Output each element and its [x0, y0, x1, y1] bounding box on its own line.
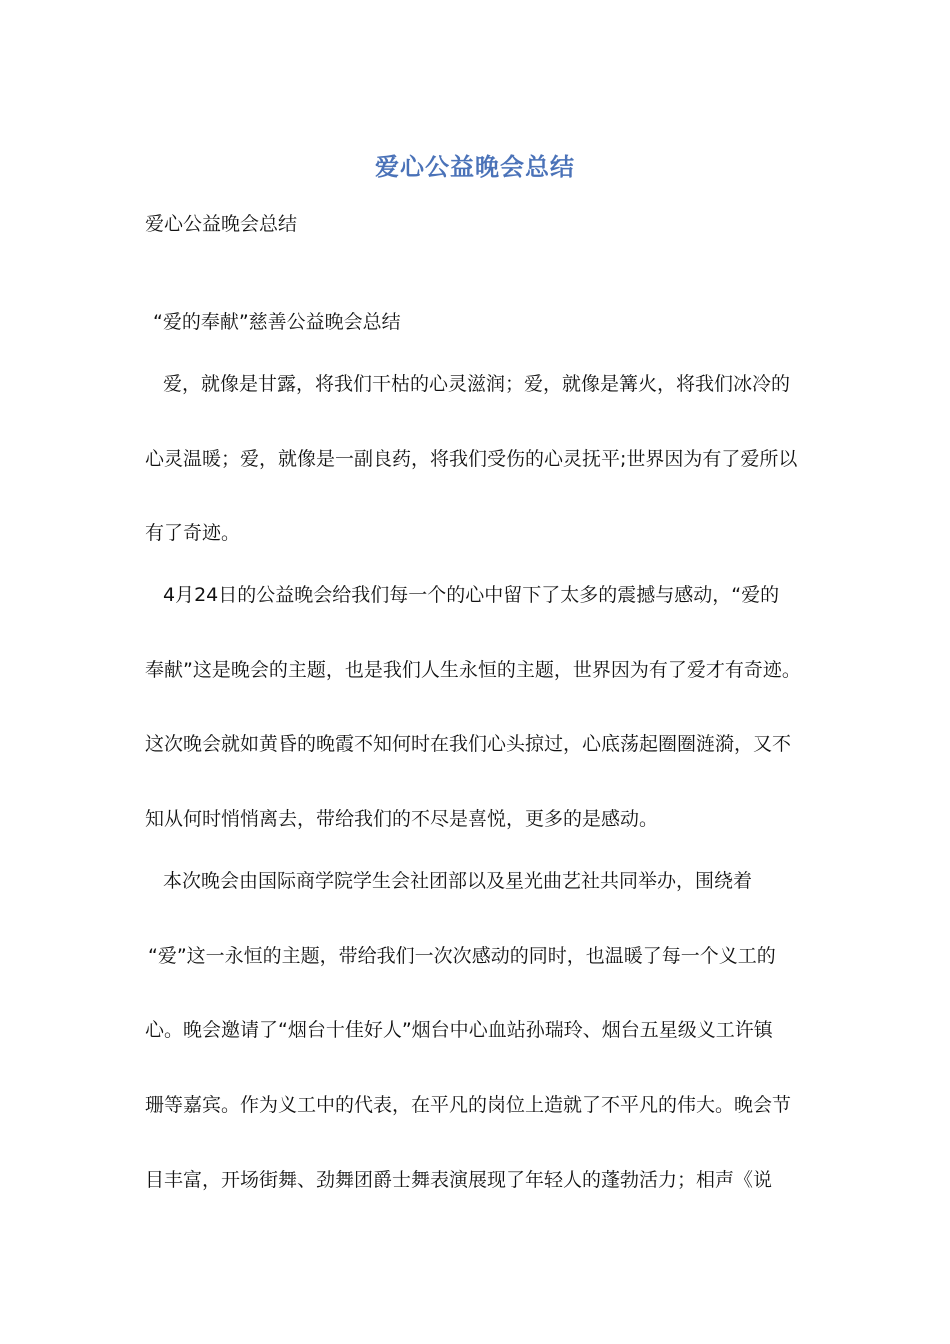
paragraph-line: “爱”这一永恒的主题，带给我们一次次感动的同时，也温暖了每一个义工的: [148, 945, 776, 967]
paragraph-line: 这次晚会就如黄昏的晚霞不知何时在我们心头掠过，心底荡起圈圈涟漪，又不: [145, 733, 792, 755]
paragraph-line: 有了奇迹。: [145, 522, 241, 544]
paragraph-line: 奉献”这是晚会的主题，也是我们人生永恒的主题，世界因为有了爱才有奇迹。: [145, 659, 801, 681]
paragraph-line: 珊等嘉宾。作为义工中的代表，在平凡的岗位上造就了不平凡的伟大。晚会节: [145, 1094, 792, 1116]
document-subtitle: 爱心公益晚会总结: [145, 213, 298, 235]
paragraph-line: 心灵温暖；爱，就像是一副良药，将我们受伤的心灵抚平;世界因为有了爱所以: [145, 448, 798, 470]
paragraph-line: 知从何时悄悄离去，带给我们的不尽是喜悦，更多的是感动。: [145, 808, 659, 830]
document-title: 爱心公益晚会总结: [375, 152, 575, 181]
paragraph-line: 心。晚会邀请了“烟台十佳好人”烟台中心血站孙瑞玲、烟台五星级义工许镇: [145, 1019, 773, 1041]
paragraph-line: 目丰富，开场街舞、劲舞团爵士舞表演展现了年轻人的蓬勃活力；相声《说: [145, 1169, 773, 1191]
paragraph-line: 本次晚会由国际商学院学生会社团部以及星光曲艺社共同举办，围绕着: [163, 870, 753, 892]
paragraph-line: 4月24日的公益晚会给我们每一个的心中留下了太多的震撼与感动，“爱的: [163, 584, 780, 606]
section-heading: “爱的奉献”慈善公益晚会总结: [153, 311, 401, 333]
paragraph-line: 爱，就像是甘露，将我们干枯的心灵滋润；爱，就像是篝火，将我们冰冷的: [163, 373, 791, 395]
